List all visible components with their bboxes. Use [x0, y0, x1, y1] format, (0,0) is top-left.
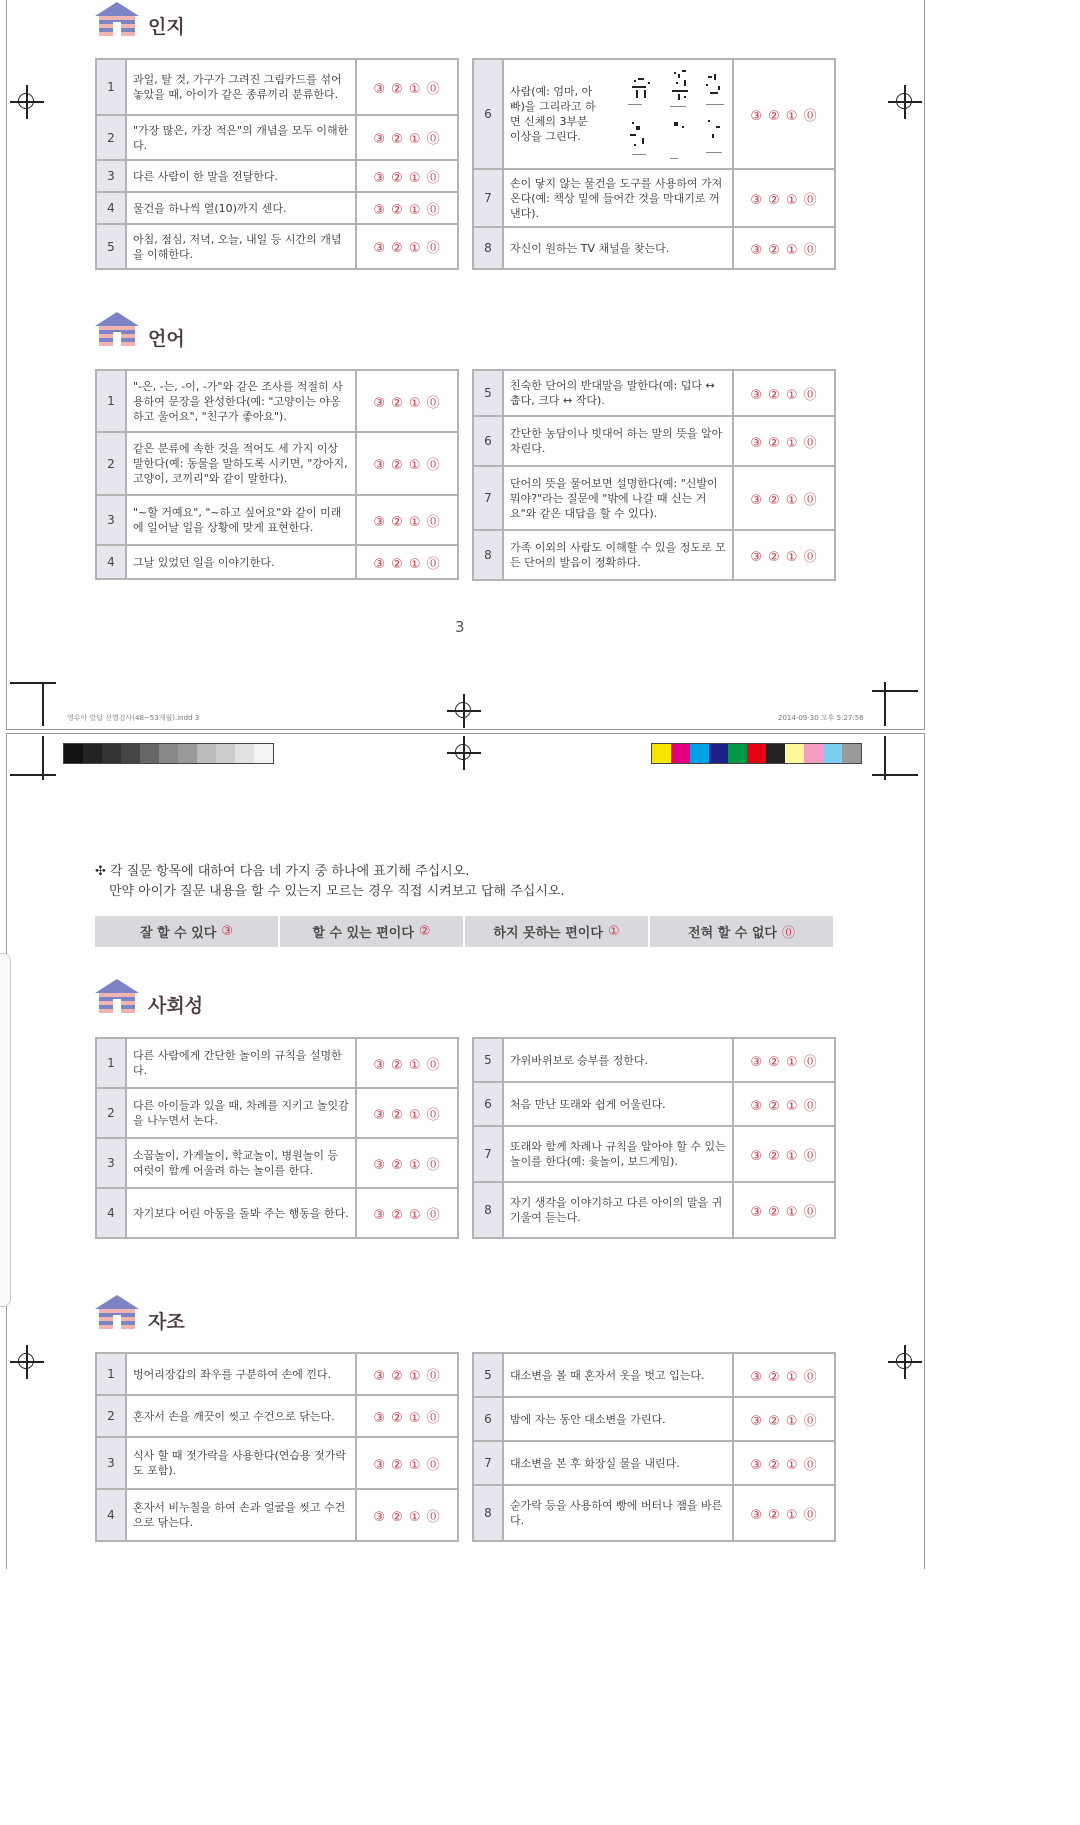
instruction-line-2: 만약 아이가 질문 내용을 할 수 있는지 모르는 경우 직접 시켜보고 답해 주십시오.: [109, 884, 565, 899]
cognition-table-right: [472, 58, 836, 270]
row-number: 6: [473, 1082, 503, 1126]
row-text: 자신이 원하는 TV 채널을 찾는다.: [503, 227, 733, 269]
row-number: 8: [473, 1485, 503, 1541]
row-number: 8: [473, 1182, 503, 1238]
table-row: [96, 1395, 458, 1437]
score-options[interactable]: ③ ② ① ⓪: [356, 1489, 458, 1541]
row-text: 식사 할 때 젓가락을 사용한다(연습용 젓가락도 포함).: [126, 1437, 356, 1489]
row-text: 가족 이외의 사람도 이해할 수 있을 정도로 모든 단어의 발음이 정확하다.: [503, 530, 733, 580]
row-text: 자기보다 어린 아동을 돌봐 주는 행동을 한다.: [126, 1188, 356, 1238]
selfcare-table-left: [95, 1352, 459, 1542]
crop-mark: [10, 682, 56, 684]
registration-mark: [888, 1345, 922, 1379]
score-options[interactable]: ③ ② ① ⓪: [733, 416, 835, 466]
score-options[interactable]: ③ ② ① ⓪: [733, 1485, 835, 1541]
row-text: 손이 닿지 않는 물건을 도구를 사용하여 가져온다(예: 책상 밑에 들어간 것을 막대기로 꺼낸다).: [503, 169, 733, 227]
row-text: 사람(예: 엄마, 아빠)을 그리라고 하면 신체의 3부분 이상을 그린다.: [510, 85, 596, 143]
legend-label: 전혀 할 수 없다: [688, 926, 777, 941]
table-row: [96, 1088, 458, 1138]
row-number: 1: [96, 1038, 126, 1088]
row-number: 8: [473, 227, 503, 269]
house-icon: [95, 312, 139, 346]
scroll-handle[interactable]: [0, 953, 11, 1307]
row-text-cell: [503, 59, 733, 169]
row-number: 3: [96, 160, 126, 192]
footer-timestamp: 2014-09-30 오후 5:27:56: [778, 714, 864, 722]
row-number: 1: [96, 1353, 126, 1395]
table-row: [473, 1182, 835, 1238]
score-options[interactable]: ③ ② ① ⓪: [356, 59, 458, 115]
score-options[interactable]: ③ ② ① ⓪: [733, 1038, 835, 1082]
row-text: "가장 많은, 가장 적은"의 개념을 모두 이해한다.: [126, 115, 356, 160]
legend-score: ①: [607, 924, 620, 939]
row-number: 4: [96, 1489, 126, 1541]
row-text: 혼자서 비누칠을 하여 손과 얼굴을 씻고 수건으로 닦는다.: [126, 1489, 356, 1541]
row-number: 4: [96, 192, 126, 224]
score-options[interactable]: ③ ② ① ⓪: [356, 1353, 458, 1395]
table-row: [473, 1126, 835, 1182]
row-text: "~할 거예요", "~하고 싶어요"와 같이 미래에 일어날 일을 상황에 맞게 표현한다.: [126, 495, 356, 545]
table-row: [96, 224, 458, 269]
row-text: "-은, -는, -이, -가"와 같은 조사를 적절히 사용하여 문장을 완성한다(예: "고양이는 야옹하고 울어요", "친구가 좋아요").: [126, 370, 356, 432]
registration-mark: [10, 1345, 44, 1379]
table-row: [96, 370, 458, 432]
social-table-left: [95, 1037, 459, 1239]
language-table-right: [472, 369, 836, 581]
crop-mark: [884, 682, 886, 726]
row-number: 7: [473, 1126, 503, 1182]
row-number: 3: [96, 1437, 126, 1489]
row-text: 숟가락 등을 사용하여 빵에 버터나 잼을 바른다.: [503, 1485, 733, 1541]
row-text: 다른 사람이 한 말을 전달한다.: [126, 160, 356, 192]
legend-item: [95, 916, 278, 947]
table-row: [473, 1485, 835, 1541]
row-text: 물건을 하나씩 열(10)까지 센다.: [126, 192, 356, 224]
row-number: 5: [473, 370, 503, 416]
row-number: 5: [473, 1353, 503, 1397]
table-row: [96, 115, 458, 160]
table-row: [96, 1038, 458, 1088]
table-row: [473, 1397, 835, 1441]
row-number: 1: [96, 59, 126, 115]
table-row: [473, 169, 835, 227]
table-row: [96, 160, 458, 192]
drawing-examples-image: [622, 68, 734, 163]
house-icon: [95, 1295, 139, 1329]
section-title-selfcare: 자조: [148, 1311, 185, 1333]
score-options[interactable]: ③ ② ① ⓪: [356, 545, 458, 579]
legend-item: [650, 916, 833, 947]
row-text: 다른 사람에게 간단한 놀이의 규칙을 설명한다.: [126, 1038, 356, 1088]
score-options[interactable]: ③ ② ① ⓪: [356, 370, 458, 432]
legend-score: ③: [221, 924, 234, 939]
score-options[interactable]: ③ ② ① ⓪: [733, 1182, 835, 1238]
legend-item: [280, 916, 463, 947]
score-options[interactable]: ③ ② ① ⓪: [733, 530, 835, 580]
row-text: 처음 만난 또래와 쉽게 어울린다.: [503, 1082, 733, 1126]
registration-mark: [10, 85, 44, 119]
row-number: 2: [96, 115, 126, 160]
row-text: 그날 있었던 일을 이야기한다.: [126, 545, 356, 579]
table-row: [96, 192, 458, 224]
score-options[interactable]: ③ ② ① ⓪: [356, 192, 458, 224]
row-text: 혼자서 손을 깨끗이 씻고 수건으로 닦는다.: [126, 1395, 356, 1437]
row-number: 2: [96, 1395, 126, 1437]
row-text: 단어의 뜻을 물어보면 설명한다(예: "신발이 뭐야?"라는 질문에 "밖에 나갈 때 신는 거요"와 같은 대답을 할 수 있다).: [503, 466, 733, 530]
score-options[interactable]: ③ ② ① ⓪: [356, 1088, 458, 1138]
row-number: 3: [96, 1138, 126, 1188]
score-options[interactable]: ③ ② ① ⓪: [356, 115, 458, 160]
score-options[interactable]: ③ ② ① ⓪: [733, 1397, 835, 1441]
row-number: 3: [96, 495, 126, 545]
legend-score: ②: [418, 924, 431, 939]
table-row: [96, 495, 458, 545]
table-row: [96, 1489, 458, 1541]
score-options[interactable]: ③ ② ① ⓪: [356, 1038, 458, 1088]
row-number: 6: [473, 59, 503, 169]
crop-mark: [884, 736, 886, 780]
score-options[interactable]: ③ ② ① ⓪: [356, 160, 458, 192]
row-text: 간단한 농담이나 빗대어 하는 말의 뜻을 알아차린다.: [503, 416, 733, 466]
score-options[interactable]: ③ ② ① ⓪: [733, 59, 835, 169]
table-row: [96, 1437, 458, 1489]
score-options[interactable]: ③ ② ① ⓪: [733, 370, 835, 416]
social-table-right: [472, 1037, 836, 1239]
crop-mark: [872, 690, 918, 692]
crop-mark: [42, 736, 44, 780]
score-options[interactable]: ③ ② ① ⓪: [733, 1441, 835, 1485]
score-options[interactable]: ③ ② ① ⓪: [356, 1437, 458, 1489]
house-icon: [95, 979, 139, 1013]
score-options[interactable]: ③ ② ① ⓪: [733, 227, 835, 269]
registration-mark: [888, 85, 922, 119]
crop-mark: [42, 682, 44, 726]
legend-label: 할 수 있는 편이다: [312, 926, 414, 941]
score-options[interactable]: ③ ② ① ⓪: [356, 1188, 458, 1238]
table-row: [473, 1082, 835, 1126]
row-number: 5: [96, 224, 126, 269]
cognition-table-left: [95, 58, 459, 270]
row-text: 소꿉놀이, 가게놀이, 학교놀이, 병원놀이 등 여럿이 함께 어울려 하는 놀이를 한다.: [126, 1138, 356, 1188]
row-text: 같은 분류에 속한 것을 적어도 세 가지 이상 말한다(예: 동물을 말하도록 시키면, "강아지, 고양이, 코끼리"와 같이 말한다).: [126, 432, 356, 495]
registration-mark: [447, 694, 481, 728]
registration-mark: [447, 736, 481, 770]
table-row: [473, 1353, 835, 1397]
row-number: 8: [473, 530, 503, 580]
section-title-cognition: 인지: [148, 16, 185, 38]
instruction-line-1: ✣ 각 질문 항목에 대하여 다음 네 가지 중 하나에 표기해 주십시오.: [95, 864, 470, 879]
footer-filename: 영유아 발달 선별검사(48~53개월).indd 3: [67, 714, 200, 722]
row-number: 4: [96, 1188, 126, 1238]
selfcare-table-right: [472, 1352, 836, 1542]
row-number: 5: [473, 1038, 503, 1082]
row-number: 2: [96, 432, 126, 495]
table-row: [96, 432, 458, 495]
table-row: [473, 530, 835, 580]
score-options[interactable]: ③ ② ① ⓪: [733, 1082, 835, 1126]
row-text: 다른 아이들과 있을 때, 차례를 지키고 놀잇감을 나누면서 논다.: [126, 1088, 356, 1138]
table-row: [473, 227, 835, 269]
row-number: 7: [473, 466, 503, 530]
page-number: 3: [455, 618, 465, 636]
row-number: 7: [473, 169, 503, 227]
legend-score: ⓪: [781, 926, 795, 941]
row-number: 1: [96, 370, 126, 432]
row-text: 벙어리장갑의 좌우를 구분하여 손에 낀다.: [126, 1353, 356, 1395]
score-options[interactable]: ③ ② ① ⓪: [733, 466, 835, 530]
row-text: 아침, 점심, 저녁, 오늘, 내일 등 시간의 개념을 이해한다.: [126, 224, 356, 269]
row-text: 또래와 함께 차례나 규칙을 알아야 할 수 있는 놀이를 한다(예: 윷놀이, 보드게임).: [503, 1126, 733, 1182]
score-options[interactable]: ③ ② ① ⓪: [733, 1353, 835, 1397]
table-row: [473, 59, 835, 169]
row-text: 대소변을 본 후 화장실 물을 내린다.: [503, 1441, 733, 1485]
score-options[interactable]: ③ ② ① ⓪: [356, 432, 458, 495]
row-number: 4: [96, 545, 126, 579]
score-options[interactable]: ③ ② ① ⓪: [356, 495, 458, 545]
crop-mark: [872, 774, 918, 776]
legend-item: [465, 916, 648, 947]
row-text: 과일, 탈 것, 가구가 그려진 그림카드를 섞어 놓았을 때, 아이가 같은 종류끼리 분류한다.: [126, 59, 356, 115]
table-row: [473, 1038, 835, 1082]
score-options[interactable]: ③ ② ① ⓪: [356, 1138, 458, 1188]
table-row: [473, 466, 835, 530]
legend-label: 잘 할 수 있다: [139, 926, 217, 941]
color-bar: [651, 743, 862, 764]
score-options[interactable]: ③ ② ① ⓪: [356, 224, 458, 269]
house-icon: [95, 2, 139, 36]
section-title-social: 사회성: [148, 995, 204, 1017]
score-options[interactable]: ③ ② ① ⓪: [733, 1126, 835, 1182]
score-options[interactable]: ③ ② ① ⓪: [733, 169, 835, 227]
table-row: [96, 59, 458, 115]
row-text: 대소변을 볼 때 혼자서 옷을 벗고 입는다.: [503, 1353, 733, 1397]
row-text: 밤에 자는 동안 대소변을 가린다.: [503, 1397, 733, 1441]
row-text: 가위바위보로 승부를 정한다.: [503, 1038, 733, 1082]
table-row: [473, 1441, 835, 1485]
table-row: [473, 370, 835, 416]
section-title-language: 언어: [148, 328, 185, 350]
table-row: [96, 1353, 458, 1395]
table-row: [473, 416, 835, 466]
row-text: 자기 생각을 이야기하고 다른 아이의 말을 귀 기울여 듣는다.: [503, 1182, 733, 1238]
row-text: 친숙한 단어의 반대말을 말한다(예: 덥다 ↔ 춥다, 크다 ↔ 작다).: [503, 370, 733, 416]
row-number: 2: [96, 1088, 126, 1138]
row-number: 7: [473, 1441, 503, 1485]
row-number: 6: [473, 416, 503, 466]
legend-label: 하지 못하는 편이다: [493, 926, 603, 941]
row-number: 6: [473, 1397, 503, 1441]
table-row: [96, 545, 458, 579]
score-options[interactable]: ③ ② ① ⓪: [356, 1395, 458, 1437]
score-legend: [95, 916, 835, 947]
table-row: [96, 1138, 458, 1188]
table-row: [96, 1188, 458, 1238]
language-table-left: [95, 369, 459, 580]
grayscale-bar: [63, 743, 274, 764]
crop-mark: [10, 774, 56, 776]
